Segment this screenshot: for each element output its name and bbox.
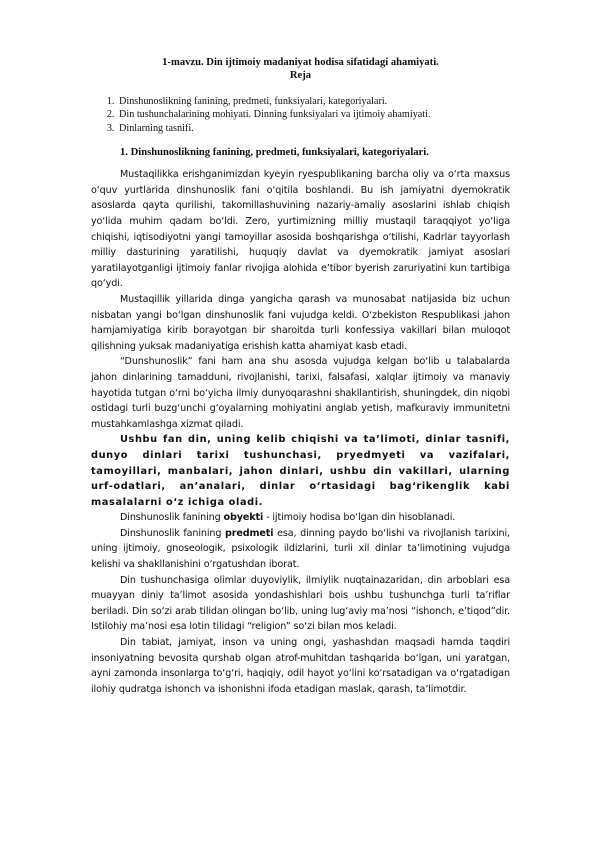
paragraph	[91, 526, 510, 573]
paragraph: Mustaqilikka erishganimizdan kyeyin ryespublikaning barcha oliy va o‘rta maxsus o‘quv yurtlarida dinshunoslik fani o‘qitila boshlandi. Bu ish jamiyatni dyemokratik asoslarda qayta qurilishi, takomillashuvining nazariy-amaliy asoslarini ishlab chiqish yo‘lida muhim qadam bo‘ldi. Zero, yurtimizning milliy mustaqil taraqqiyot yo‘liga chiqishi, iqtisodiyotni yangi tamoyillar asosida boshqarishga o‘tilishi, Kadrlar tayyorlash milliy dasturining yaratilishi, huquqiy davlat va dyemokratik jamiyat asoslari yaratilayotganligi ijtimoiy fanlar rivojiga alohida e’tibor byerish zaruriyatini kun tartibiga qo‘ydi.	[91, 169, 510, 290]
plan-item: 3. Dinlarning tasnifi.	[117, 122, 510, 135]
bold-term: obyekti	[223, 512, 264, 524]
plan-item: 1. Dinshunoslikning fanining, predmeti, funksiyalari, kategoriyalari.	[117, 95, 510, 108]
document-title: 1-mavzu. Din ijtimoiy madaniyat hodisa sifatidagi ahamiyati.	[162, 57, 439, 68]
paragraph	[91, 510, 510, 526]
document-body	[91, 167, 510, 697]
paragraph-bold: Ushbu fan din, uning kelib chiqishi va ta’limoti, dinlar tasnifi, dunyo dinlari tarixi tushunchasi, pryedmyeti va vazifalari, tamoyillari, manbalari, jahon dinlari, ushbu din vakillari, ularning urf-odatlari, an’analari, dinlar o‘rtasidagi bag‘rikenglik kabi masalalarni o‘z ichiga oladi.	[91, 434, 510, 508]
text-run: esa, dinning paydo bo‘lishi va rivojlanish tarixini, uning ijtimoiy, gnoseologik, psixologik ildizlarini, turli xil dinlar ta’limotining vujudga kelishi va shakllanishini o‘rgatushdan iborat.	[91, 527, 510, 571]
paragraph: Mustaqillik yillarida dinga yangicha qarash va munosabat natijasida biz uchun nisbatan yangi bo‘lgan dinshunoslik fani vujudga keldi. O‘zbekiston Respublikasi jahon hamjamiyatiga kirib borayotgan bir sharoitda turli konfessiya vakillari bilan muloqot qilishning yuksak madaniyatiga erishish katta ahamiyat kasb etadi.	[91, 293, 510, 352]
paragraph: “Dunshunoslik” fani ham ana shu asosda vujudga kelgan bo‘lib u talabalarda jahon dinlarining tamadduni, rivojlanishi, tarixi, falsafasi, xalqlar ijtimoiy va manaviy hayotida tutgan o‘rni bo‘yicha ilmiy dunyoqarashni shakllantirish, shuningdek, din niqobi ostidagi turli buzg‘unchi g‘oyalarning mohiyatini anglab yetish, mafkuraviy immunitetni mustahkamlashga xizmat qiladi.	[91, 356, 510, 430]
plan-item: 2. Din tushunchalarining mohiyati. Dinning funksiyalari va ijtimoiy ahamiyati.	[117, 108, 510, 121]
text-run: Dinshunoslik fanining	[120, 512, 224, 524]
plan-heading: Reja	[289, 70, 312, 81]
text-run: - ijtimoiy hodisa bo‘lgan din hisoblanadi.	[263, 512, 456, 524]
paragraph: Din tushunchasiga olimlar duyoviylik, ilmiylik nuqtainazaridan, din arboblari esa muayyan diniy ta’limot asosida yondashishlari bois ushbu tushunchga turli ta’riflar beriladi. Din so‘zi arab tilidan olingan bo‘lib, uning lug‘aviy ma’nosi “ishonch, e’tiqod”dir. Istilohiy ma’nosi esa lotin tilidagi “religion” so‘zi bilan mos keladi.	[91, 574, 510, 633]
text-run: Dinshunoslik fanining	[120, 527, 225, 539]
section-heading: 1. Dinshunoslikning fanining, predmeti, funksiyalari, kategoriyalari.	[120, 147, 429, 159]
paragraph: Din tabiat, jamiyat, inson va uning ongi, yashashdan maqsadi hamda taqdiri insoniyatning bevosita qurshab olgan atrof-muhitdan tashqarida bo‘lgan, uni yaratgan, ayni zamonda insonlarga to‘g‘ri, haqiqiy, odil hayot yo‘lini ko‘rsatadigan va o‘rgatadigan ilohiy qudratga ishonch va ishonishni ifoda etadigan maslak, qarash, ta’limotdir.	[91, 637, 510, 695]
bold-term: predmeti	[225, 527, 274, 539]
plan-list	[91, 95, 510, 135]
